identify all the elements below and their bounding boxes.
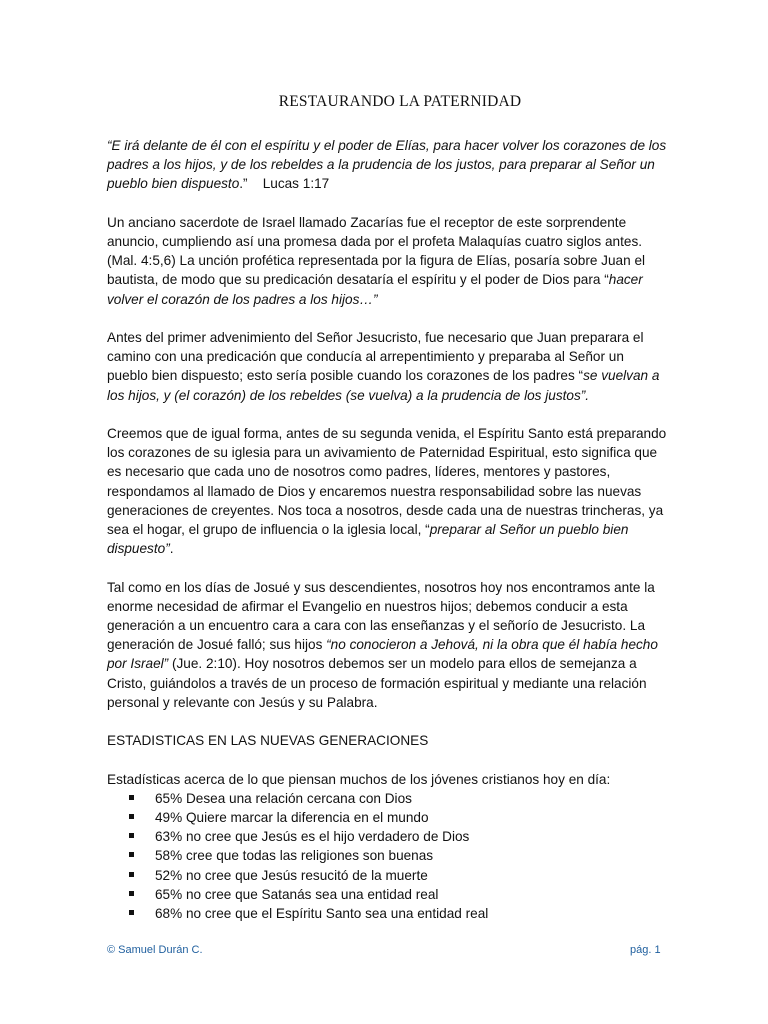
stat-text: 49% Quiere marcar la diferencia en el mundo	[155, 810, 429, 826]
document-body	[107, 136, 667, 923]
paragraph-2	[107, 328, 667, 405]
quote-text: “E irá delante de él con el espíritu y el poder de Elías, para hacer volver los corazones de los padres a los hijos, y de los rebeldes a la prudencia de los justos, para preparar al Señor un pueblo bien dispuesto	[107, 138, 667, 192]
page-title: RESTAURANDO LA PATERNIDAD	[278, 93, 522, 110]
stats-intro: Estadísticas acerca de lo que piensan muchos de los jóvenes cristianos hoy en día:	[107, 771, 611, 787]
paragraph-3-end: .	[169, 541, 174, 557]
stat-text: 65% Desea una relación cercana con Dios	[155, 790, 412, 806]
square-bullet-icon	[129, 795, 134, 800]
quote-end: .”	[239, 176, 248, 192]
paragraph-3	[107, 424, 667, 558]
paragraph-1-emphasis: hacer volver el corazón de los padres a los hijos…”	[107, 272, 643, 307]
paragraph-4-emphasis: “no conocieron a Jehová, ni la obra que él había hecho por Israel”	[107, 637, 658, 672]
paragraph-2-emphasis: se vuelvan a los hijos, y (el corazón) de los rebeldes (se vuelva) a la prudencia de los justos”.	[107, 368, 660, 403]
stat-text: 65% no cree que Satanás sea una entidad real	[155, 886, 439, 902]
quote-reference: Lucas 1:17	[262, 176, 330, 192]
section-heading: ESTADISTICAS EN LAS NUEVAS GENERACIONES	[107, 733, 429, 749]
list-item	[127, 904, 667, 923]
square-bullet-icon	[129, 814, 134, 819]
stat-text: 52% no cree que Jesús resucitó de la muerte	[155, 867, 428, 883]
footer-page-number: pág. 1	[630, 944, 661, 956]
footer-author: © Samuel Durán C.	[107, 944, 203, 956]
square-bullet-icon	[129, 852, 134, 857]
list-item	[127, 808, 667, 827]
square-bullet-icon	[129, 833, 134, 838]
paragraph-1	[107, 213, 667, 309]
list-item	[127, 846, 667, 865]
list-item	[127, 866, 667, 885]
paragraph-1-text: Un anciano sacerdote de Israel llamado Zacarías fue el receptor de este sorprendente anuncio, cumpliendo así una promesa dada por el profeta Malaquías cuatro siglos antes. (Mal. 4:5,6) La unción profética representada por la figura de Elías, posaría sobre Juan el bautista, de modo que su predicación desataría el espíritu y el poder de Dios para “	[107, 214, 646, 288]
opening-quote	[107, 136, 667, 194]
list-item	[127, 789, 667, 808]
stat-text: 58% cree que todas las religiones son buenas	[155, 848, 434, 864]
paragraph-3-text: Creemos que de igual forma, antes de su segunda venida, el Espíritu Santo está preparando los corazones de su iglesia para un avivamiento de Paternidad Espiritual, esto significa que es necesario que cada uno de nosotros como padres, líderes, mentores y pastores, respondamos al llamado de Dios y encaremos nuestra responsabilidad sobre las nuevas generaciones de creyentes. Nos toca a nosotros, desde cada una de nuestras trincheras, ya sea el hogar, el grupo de influencia o la iglesia local, “	[107, 426, 667, 538]
stat-text: 68% no cree que el Espíritu Santo sea una entidad real	[155, 906, 489, 922]
square-bullet-icon	[129, 891, 134, 896]
paragraph-4-text: Tal como en los días de Josué y sus descendientes, nosotros hoy nos encontramos ante la enorme necesidad de afirmar el Evangelio en nuestros hijos; debemos conducir a esta generación a un encuentro cara a cara con las enseñanzas y el señorío de Jesucristo. La generación de Josué falló; sus hijos	[107, 579, 655, 653]
paragraph-4	[107, 578, 667, 712]
square-bullet-icon	[129, 910, 134, 915]
stats-list	[107, 789, 667, 923]
list-item	[127, 885, 667, 904]
paragraph-2-text: Antes del primer advenimiento del Señor Jesucristo, fue necesario que Juan preparara el camino con una predicación que conducía al arrepentimiento y preparaba al Señor un pueblo bien dispuesto; esto sería posible cuando los corazones de los padres “	[107, 330, 644, 384]
stat-text: 63% no cree que Jesús es el hijo verdadero de Dios	[155, 829, 470, 845]
list-item	[127, 827, 667, 846]
paragraph-4-end: (Jue. 2:10). Hoy nosotros debemos ser un modelo para ellos de semejanza a Cristo, guiándolos a través de un proceso de formación espiritual y mediante una relación personal y relevante con Jesús y su Palabra.	[107, 656, 647, 710]
paragraph-3-emphasis: preparar al Señor un pueblo bien dispuesto”	[107, 522, 629, 557]
square-bullet-icon	[129, 872, 134, 877]
